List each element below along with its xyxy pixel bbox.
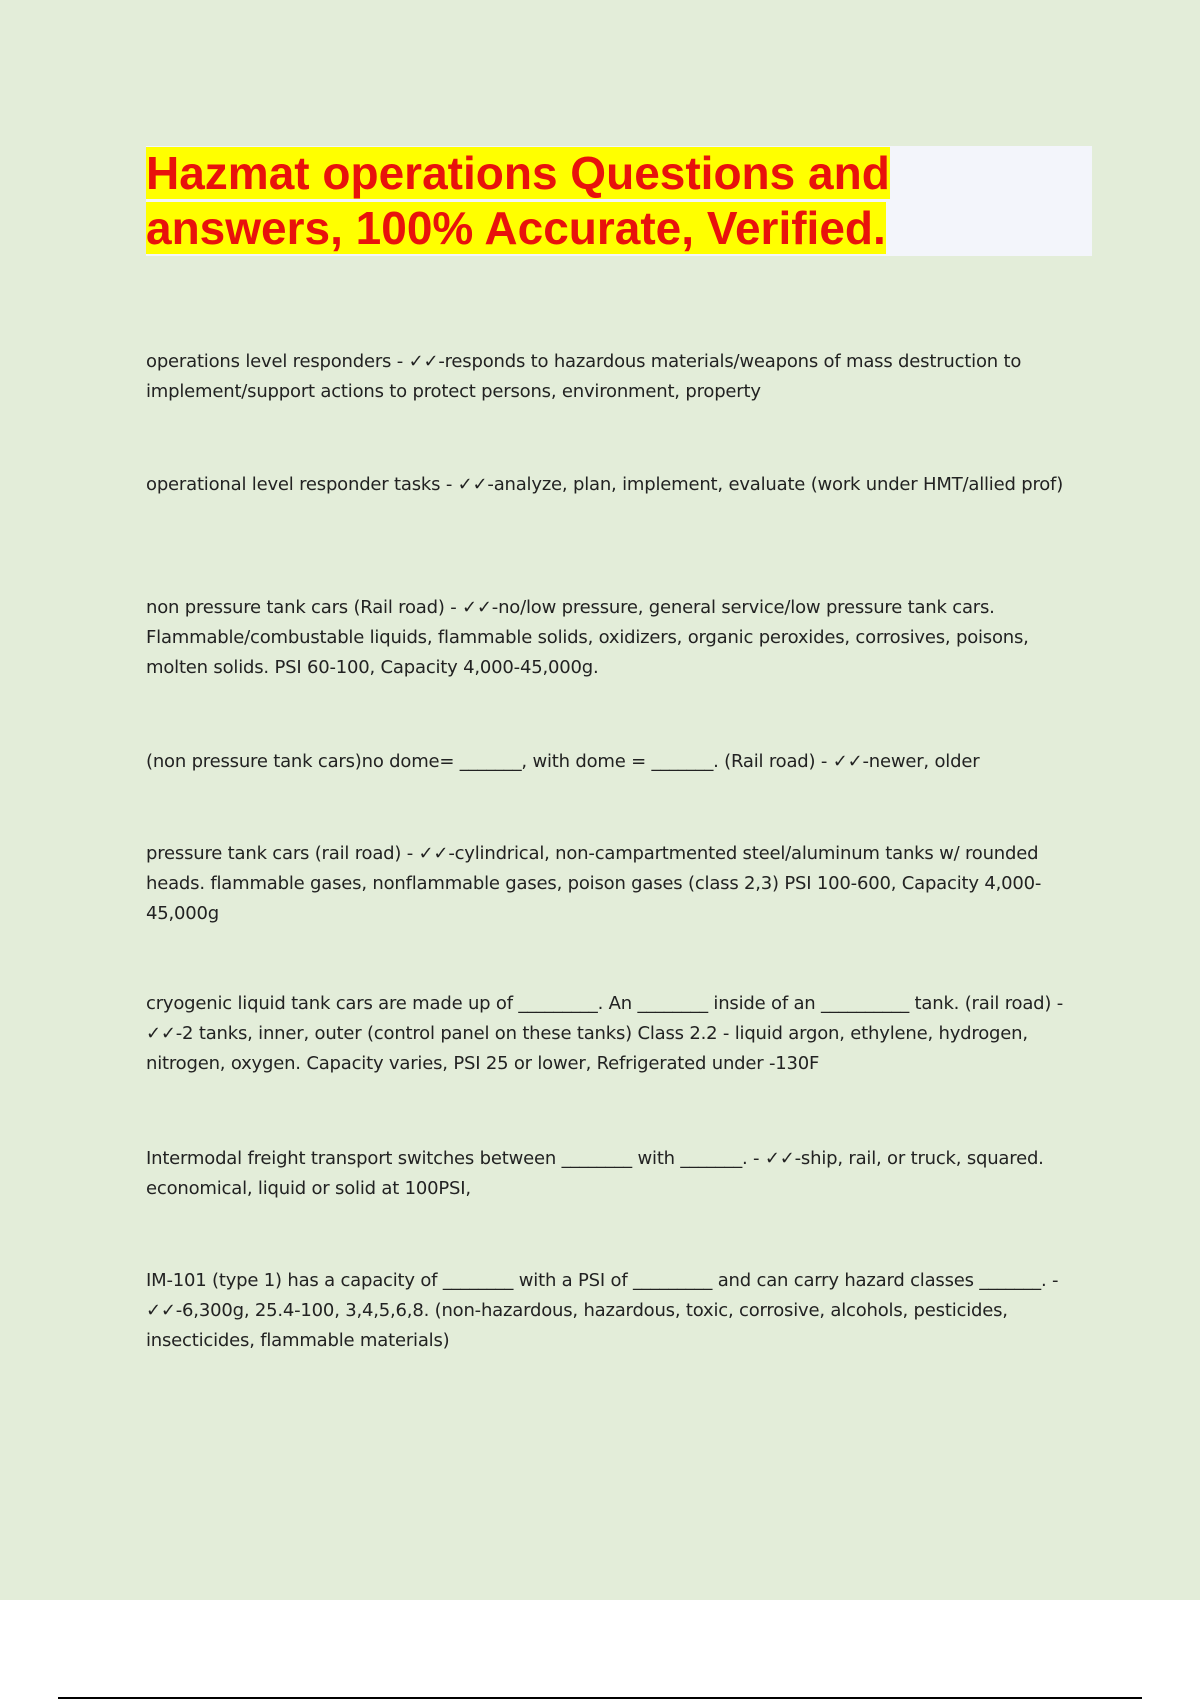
footer-rule [58,1697,1142,1699]
qa-item-2: operational level responder tasks - ✓✓-analyze, plan, implement, evaluate (work under HMT/allied prof) [146,474,1064,495]
title-box [146,146,1092,256]
title-line-2: answers, 100% Accurate, Verified. [146,202,886,254]
qa-item-7: Intermodal freight transport switches between ________ with _______. - ✓✓-ship, rail, or truck, squared. economical, liquid or solid at 100PSI, [146,1148,1044,1199]
qa-item-1: operations level responders - ✓✓-responds to hazardous materials/weapons of mass destruction to implement/support actions to protect persons, environment, property [146,351,1022,402]
qa-item-5: pressure tank cars (rail road) - ✓✓-cylindrical, non-campartmented steel/aluminum tanks w/ rounded heads. flammable gases, nonflammable gases, poison gases (class 2,3) PSI 100-600, Capacity 4,000-45,000g [146,843,1042,924]
document-title [146,146,1092,256]
title-line-1: Hazmat operations Questions and [146,147,890,199]
qa-item-6: cryogenic liquid tank cars are made up of _________. An ________ inside of an __________ tank. (rail road) - ✓✓-2 tanks, inner, outer (control panel on these tanks) Class 2.2 - liquid argon, ethylene, hydrogen, nitrogen, oxygen. Capacity varies, PSI 25 or lower, Refrigerated under -130F [146,993,1064,1074]
qa-item-3: non pressure tank cars (Rail road) - ✓✓-no/low pressure, general service/low pressure tank cars. Flammable/combustable liquids, flammable solids, oxidizers, organic peroxides, corrosives, poisons, molten solids. PSI 60-100, Capacity 4,000-45,000g. [146,597,1029,678]
qa-item-8: IM-101 (type 1) has a capacity of ________ with a PSI of _________ and can carry hazard classes _______. - ✓✓-6,300g, 25.4-100, 3,4,5,6,8. (non-hazardous, hazardous, toxic, corrosive, alcohols, pesticides, insecticides, flammable materials) [146,1270,1059,1351]
qa-item-4: (non pressure tank cars)no dome= _______, with dome = _______. (Rail road) - ✓✓-newer, older [146,751,980,772]
